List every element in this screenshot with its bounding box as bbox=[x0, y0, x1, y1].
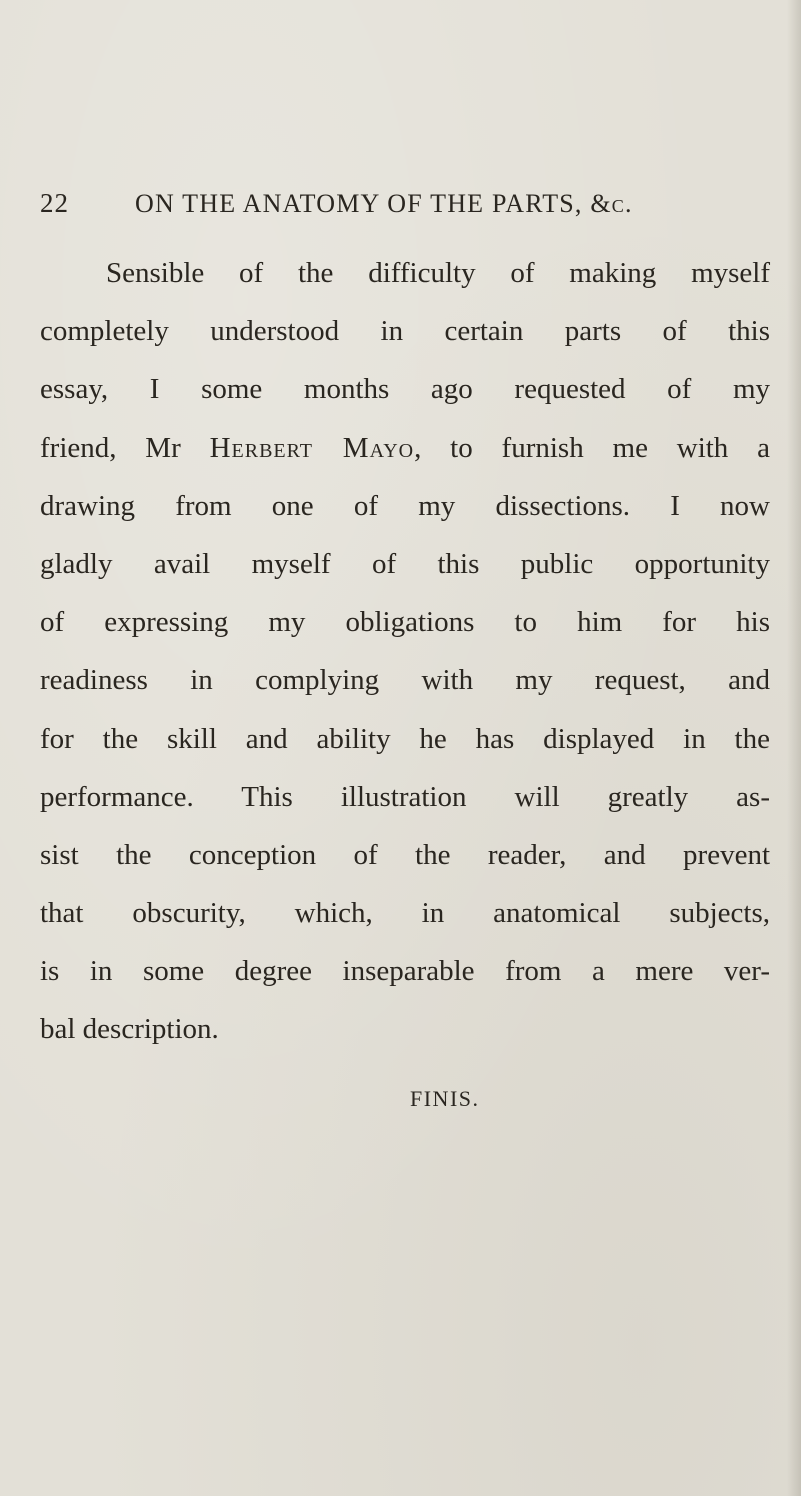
paragraph bbox=[40, 244, 770, 1059]
page-number: 22 bbox=[40, 188, 69, 218]
text-line: of expressing my obligations to him for his bbox=[40, 606, 770, 639]
finis-mark: FINIS. bbox=[410, 1086, 480, 1111]
text-line: for the skill and ability he has displayed in the bbox=[40, 722, 770, 755]
text-line: readiness in complying with my request, and bbox=[40, 664, 770, 697]
running-head bbox=[40, 188, 760, 228]
text-line: sist the conception of the reader, and prevent bbox=[40, 838, 770, 871]
running-title: ON THE ANATOMY OF THE PARTS, &c. bbox=[135, 189, 633, 218]
text-line: friend, Mr Herbert Mayo, to furnish me with a bbox=[40, 431, 770, 464]
page-edge-shadow bbox=[787, 0, 801, 1496]
text-line: drawing from one of my dissections. I now bbox=[40, 489, 770, 522]
text-line: performance. This illustration will greatly as- bbox=[40, 780, 770, 813]
person-name: Herbert Mayo bbox=[209, 431, 415, 464]
text-line: bal description. bbox=[40, 1013, 219, 1046]
text-line: is in some degree inseparable from a mere ver- bbox=[40, 955, 770, 988]
text-line: that obscurity, which, in anatomical subjects, bbox=[40, 897, 770, 930]
text-line: completely understood in certain parts of this bbox=[40, 315, 770, 348]
text-line: essay, I some months ago requested of my bbox=[40, 373, 770, 406]
text-line: Sensible of the difficulty of making myself bbox=[106, 257, 770, 289]
text-line: gladly avail myself of this public opportunity bbox=[40, 547, 770, 580]
